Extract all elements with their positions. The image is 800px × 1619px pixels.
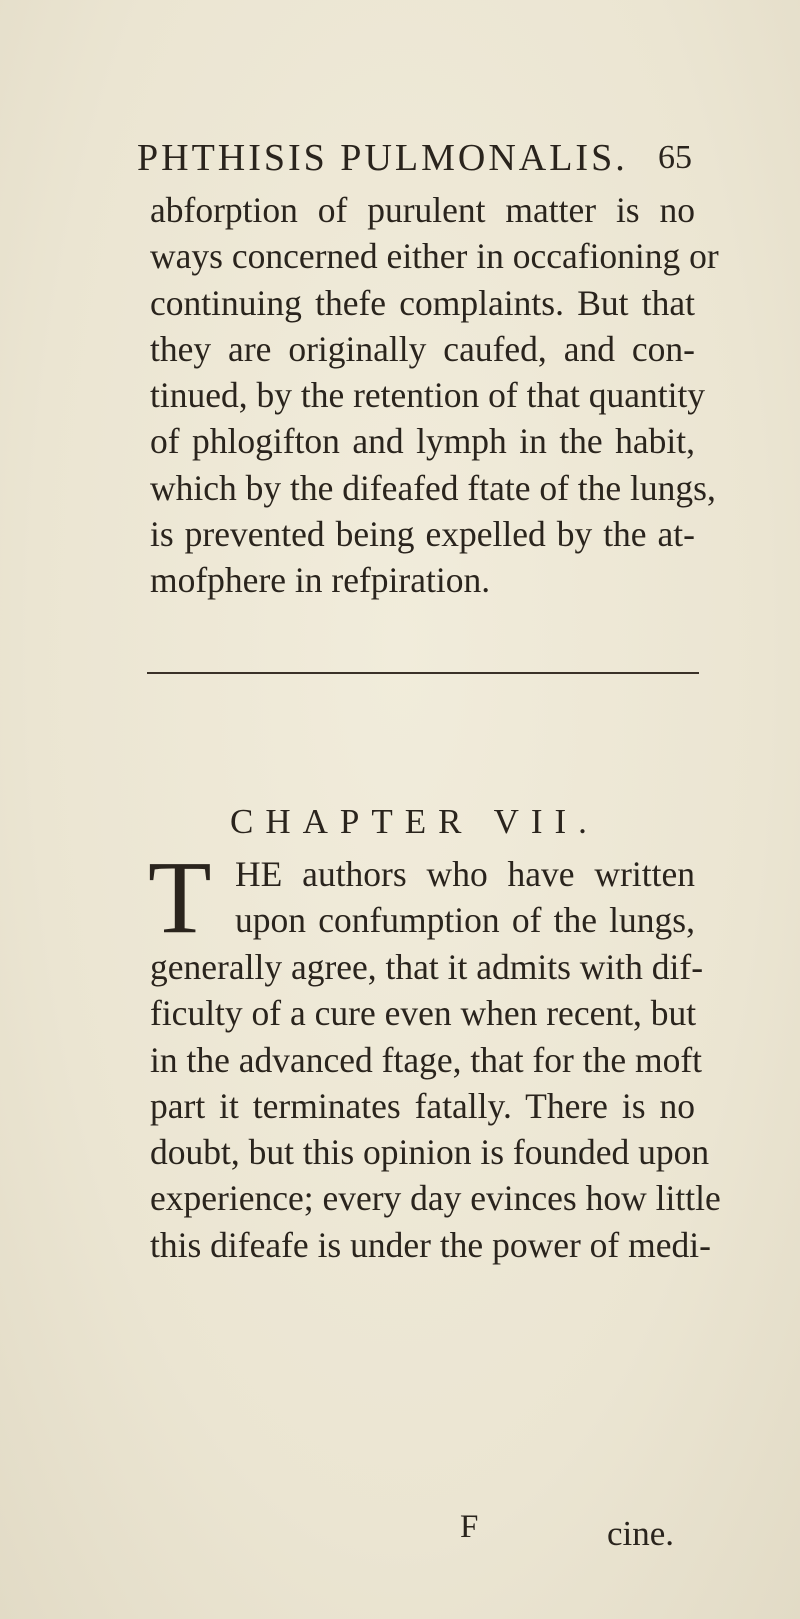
text-line: ficulty of a cure even when recent, but: [150, 993, 697, 1034]
paragraph-opening-lines: [235, 851, 695, 944]
text-line: doubt, but this opinion is founded upon: [150, 1132, 710, 1173]
text-line: generally agree, that it admits with dif-: [150, 947, 704, 987]
text-line: part it terminates fatally. There is no: [150, 1085, 695, 1126]
text-line: abforption of purulent matter is no: [150, 190, 695, 230]
text-line: they are originally caufed, and con-: [150, 328, 695, 369]
text-line: continuing thefe complaints. But that: [150, 282, 695, 323]
catchword: cine.: [607, 1514, 675, 1553]
text-line: which by the difeafed ftate of the lungs,: [150, 467, 716, 508]
text-line: upon confumption of the lungs,: [235, 900, 695, 941]
text-line: mofphere in refpiration.: [150, 560, 491, 601]
text-line: HE authors who have written: [235, 854, 695, 894]
text-line: of phlogifton and lymph in the habit,: [150, 421, 695, 462]
page-number: 65: [658, 139, 692, 176]
text-line: this difeafe is under the power of medi-: [150, 1224, 711, 1265]
text-line: is prevented being expelled by the at-: [150, 514, 695, 555]
chapter-heading: CHAPTER VII.: [230, 802, 599, 841]
signature-mark: F: [460, 1509, 479, 1545]
page-header: [137, 136, 692, 180]
running-title: PHTHISIS PULMONALIS.: [137, 137, 628, 179]
drop-cap-letter: T: [148, 840, 212, 955]
section-divider-rule: [147, 672, 699, 674]
text-line: ways concerned either in occafioning or: [150, 236, 719, 277]
text-line: tinued, by the retention of that quantity: [150, 375, 706, 416]
paragraph-body: [150, 944, 721, 1268]
text-line: experience; every day evinces how little: [150, 1178, 721, 1219]
text-line: in the advanced ftage, that for the moft: [150, 1039, 703, 1080]
paragraph-continued: [150, 187, 719, 604]
